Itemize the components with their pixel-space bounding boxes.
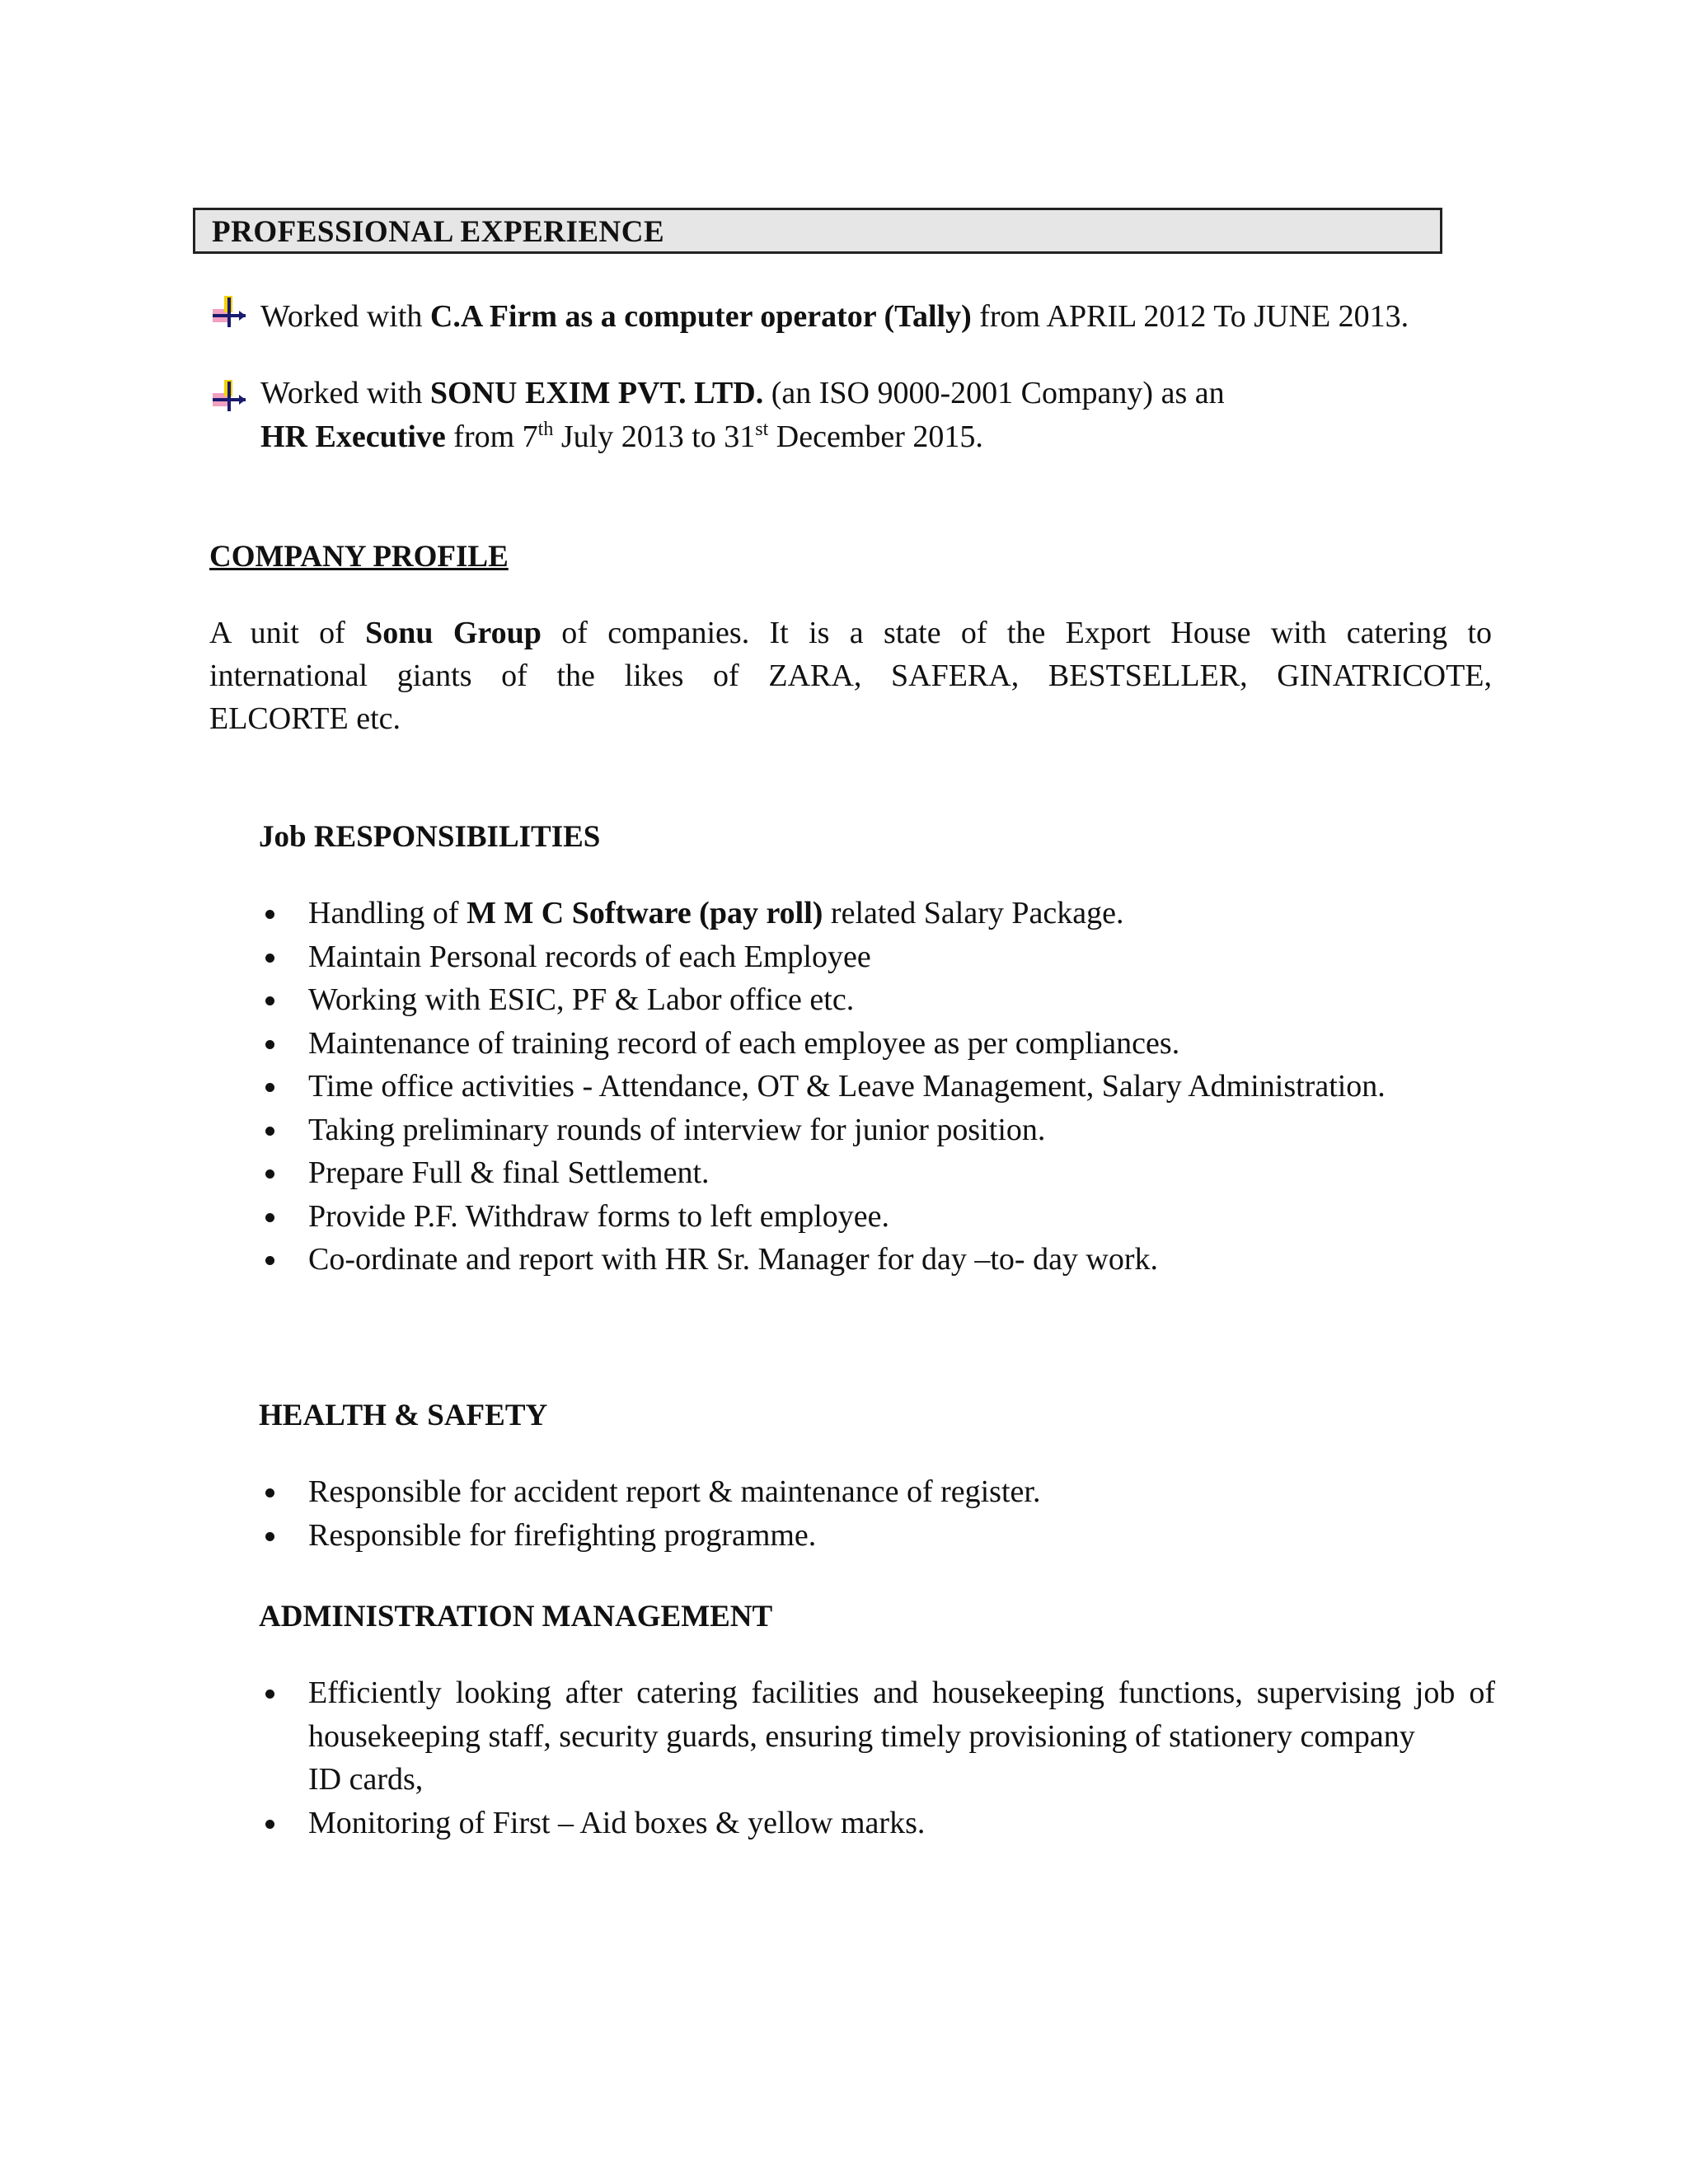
list-item: Provide P.F. Withdraw forms to left employee.: [259, 1195, 1495, 1239]
experience-item-2-sup-1: th: [537, 419, 554, 440]
job-responsibilities-list: [259, 892, 1495, 1282]
bullet-dot-icon: [265, 1256, 274, 1265]
experience-item-2-text-a: Worked with: [260, 376, 430, 410]
job-responsibilities-heading: Job RESPONSIBILITIES: [259, 820, 601, 854]
experience-item-1: [260, 298, 1409, 335]
list-item: Responsible for firefighting programme.: [259, 1514, 1495, 1558]
list-item: Taking preliminary rounds of interview for junior position.: [259, 1108, 1495, 1152]
company-profile-line-2: international giants of the likes of ZARA, SAFERA, BESTSELLER, GINATRICOTE,: [209, 658, 1492, 693]
list-item: Prepare Full & final Settlement.: [259, 1151, 1495, 1195]
cross-arrow-bullet-icon: [209, 378, 247, 415]
admin-item-1-line-2: housekeeping staff, security guards, ensuring timely provisioning of stationery company: [308, 1718, 1415, 1754]
bullet-dot-icon: [265, 996, 274, 1005]
experience-item-2-text-d: July 2013 to 31: [553, 419, 756, 454]
company-profile-line-3: ELCORTE etc.: [209, 701, 401, 736]
bullet-dot-icon: [265, 1532, 274, 1541]
list-item: [259, 1671, 1495, 1802]
health-safety-list: [259, 1470, 1495, 1557]
bullet-dot-icon: [265, 954, 274, 963]
professional-experience-header: [193, 208, 1442, 254]
bullet-dot-icon: [265, 1083, 274, 1092]
health-safety-heading: HEALTH & SAFETY: [259, 1399, 548, 1432]
list-item: Maintain Personal records of each Employee: [259, 935, 1495, 979]
experience-item-1-text-a: Worked with: [260, 299, 430, 334]
bullet-dot-icon: [265, 1213, 274, 1222]
cross-arrow-bullet-icon: [209, 294, 247, 330]
experience-item-2-text-e: December 2015.: [768, 419, 983, 454]
experience-item-2-line-2: [260, 419, 983, 455]
list-item: Maintenance of training record of each employee as per compliances.: [259, 1022, 1495, 1066]
list-item: Monitoring of First – Aid boxes & yellow marks.: [259, 1802, 1495, 1845]
bullet-dot-icon: [265, 1040, 274, 1049]
list-item: Handling of M M C Software (pay roll) related Salary Package.: [259, 892, 1495, 935]
admin-item-1-line-3: ID cards,: [308, 1762, 424, 1797]
company-profile-heading: COMPANY PROFILE: [209, 540, 509, 574]
administration-management-list: [259, 1671, 1495, 1844]
bullet-dot-icon: [265, 1169, 274, 1179]
bullet-dot-icon: [265, 910, 274, 919]
administration-management-heading: ADMINISTRATION MANAGEMENT: [259, 1600, 773, 1633]
experience-item-2-company: SONU EXIM PVT. LTD.: [429, 376, 764, 410]
company-profile-paragraph: [209, 612, 1492, 740]
experience-item-1-role: C.A Firm as a computer operator (Tally): [429, 299, 972, 334]
admin-item-1-line-1: Efficiently looking after catering facilities and housekeeping functions, supervising job of: [308, 1675, 1495, 1710]
list-item: Time office activities - Attendance, OT & Leave Management, Salary Administration.: [259, 1065, 1495, 1108]
list-item: Working with ESIC, PF & Labor office etc.: [259, 978, 1495, 1022]
list-item: Co-ordinate and report with HR Sr. Manager for day –to- day work.: [259, 1238, 1495, 1282]
professional-experience-title: PROFESSIONAL EXPERIENCE: [212, 215, 665, 249]
bullet-dot-icon: [265, 1127, 274, 1136]
experience-item-1-text-b: from APRIL 2012 To JUNE 2013.: [971, 299, 1409, 334]
bullet-dot-icon: [265, 1820, 274, 1829]
experience-item-2-line-1: [260, 375, 1225, 411]
experience-item-2-text-b: (an ISO 9000-2001 Company) as an: [763, 376, 1225, 410]
experience-item-2-sup-2: st: [755, 419, 769, 440]
experience-item-2-role: HR Executive: [260, 419, 446, 454]
list-item: Responsible for accident report & maintenance of register.: [259, 1470, 1495, 1514]
bullet-dot-icon: [265, 1488, 274, 1497]
bullet-dot-icon: [265, 1690, 274, 1699]
company-profile-line-1: A unit of Sonu Group of companies. It is a state of the Export House with catering to: [209, 616, 1492, 650]
experience-item-2-text-c: from 7: [445, 419, 538, 454]
